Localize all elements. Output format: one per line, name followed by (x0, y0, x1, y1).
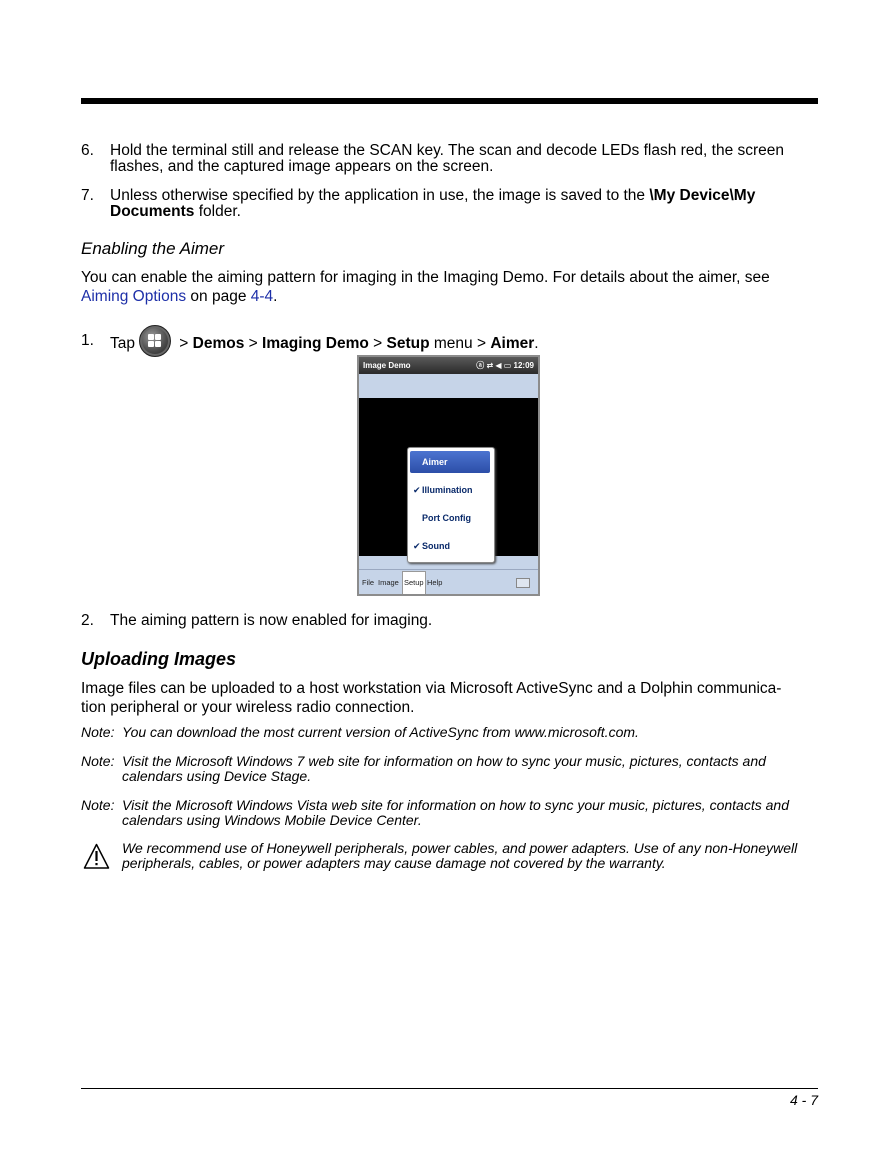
aimer-intro: You can enable the aiming pattern for imaging in the Imaging Demo. For details about the aimer, see Aiming Options on page 4-4. (81, 269, 770, 305)
step-text: The aiming pattern is now enabled for imaging. (110, 612, 433, 629)
step-text: flashes, and the captured image appears on the screen. (110, 158, 494, 175)
device-menu-bar (359, 569, 538, 595)
check-icon: ✔ (413, 541, 421, 551)
page-number: 4 - 7 (789, 1092, 818, 1108)
step-text: Documents folder. (110, 203, 241, 220)
menu-setup[interactable]: Setup (402, 571, 426, 595)
menu-file[interactable]: File (362, 578, 375, 587)
step-number: 6. (81, 142, 94, 159)
header-rule (81, 98, 818, 104)
upload-text: Image files can be uploaded to a host workstation via Microsoft ActiveSync and a Dolphin communica- tion peripheral or your wireless radio connection. (81, 680, 782, 716)
windows-start-icon (139, 325, 171, 357)
step-number: 2. (81, 612, 94, 629)
setup-menu-popup (407, 447, 495, 563)
aiming-options-link[interactable]: Aiming Options (81, 288, 187, 305)
step-text: Unless otherwise specified by the application in use, the image is saved to the \My Device\My (110, 187, 756, 204)
device-screenshot (357, 355, 540, 596)
menu-help[interactable]: Help (427, 578, 443, 587)
section-heading-upload: Uploading Images (81, 649, 237, 669)
device-toolbar-area (359, 374, 538, 398)
step-text: Tap > Demos > Imaging Demo > Setup menu > Aimer. (110, 325, 820, 359)
menu-item-illumination[interactable]: ✔ Illumination (410, 479, 490, 501)
warning-icon (83, 843, 110, 870)
menu-item-aimer[interactable]: Aimer (410, 451, 490, 473)
device-title-bar (359, 357, 538, 374)
keyboard-icon[interactable] (516, 578, 530, 588)
check-icon: ✔ (413, 485, 421, 495)
menu-item-port-config[interactable]: Port Config (422, 513, 471, 523)
menu-image[interactable]: Image (378, 578, 399, 587)
step-number: 1. (81, 332, 94, 349)
device-title: Image Demo (363, 361, 411, 370)
step-text: Hold the terminal still and release the SCAN key. The scan and decode LEDs flash red, the screen (110, 142, 785, 159)
menu-item-sound[interactable]: ✔ Sound (410, 535, 490, 557)
device-status-icons: ⓐ ⇄ ◀ ▭ 12:09 (476, 361, 534, 370)
section-heading-aimer: Enabling the Aimer (81, 239, 225, 258)
footer-rule (81, 1088, 818, 1089)
step-number: 7. (81, 187, 94, 204)
page-link[interactable]: 4-4 (250, 288, 274, 305)
